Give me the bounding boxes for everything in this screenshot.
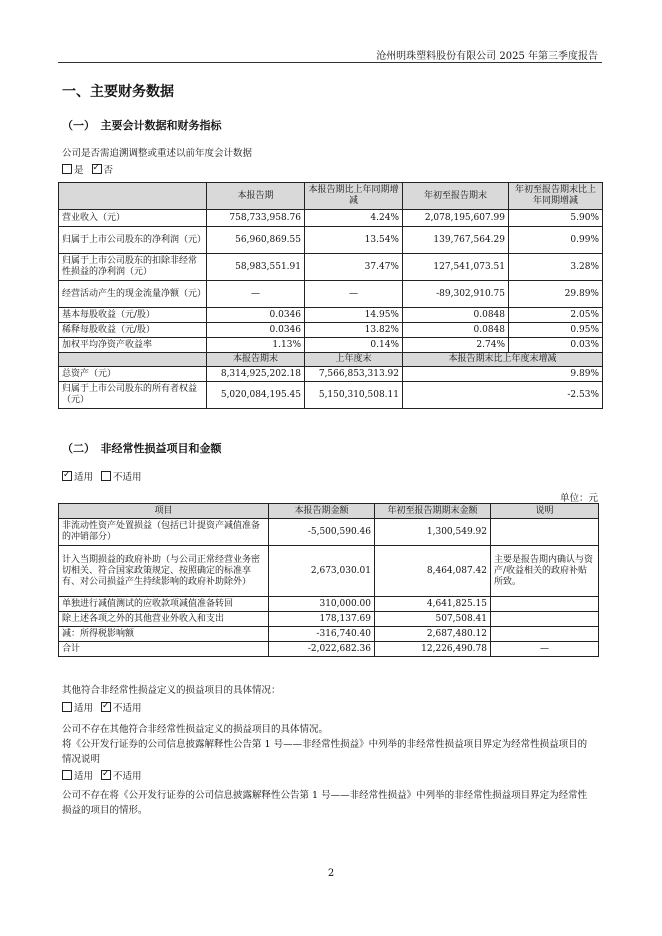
table-row [59,612,599,627]
reclassification-options [62,769,142,784]
cell-value: 56,960,869.55 [207,227,305,254]
cell-value: 12,226,490.78 [375,642,491,657]
subsection-title-key-accounting-data: （一） 主要会计数据和财务指标 [62,119,222,132]
report-header-title: 沧州明珠塑料股份有限公司 2025 年第三季度报告 [376,51,598,62]
cell-value: 7,566,853,313.92 [305,367,403,382]
row-label: 营业收入（元） [59,210,207,227]
other-items-options [62,701,142,716]
cell-value: 5.90% [509,210,603,227]
cell-value: 4.24% [305,210,403,227]
cell-value: 8,464,087.42 [375,546,491,597]
key-financial-indicators-table [58,182,603,409]
table-row [59,382,603,409]
option-apply[interactable]: 适用 [62,771,93,782]
cell-value: 37.47% [305,254,403,281]
cell-value: — [305,281,403,308]
table-row [59,519,599,546]
restatement-question: 公司是否需追溯调整或重述以前年度会计数据 [62,148,253,159]
cell-value: 1,300,549.92 [375,519,491,546]
restatement-options [62,163,113,178]
cell-value: 0.0346 [207,308,305,323]
note-cell: 主要是报告期内确认与资产/收益相关的政府补贴所致。 [491,546,599,597]
cell-value: — [207,281,305,308]
row-label: 除上述各项之外的其他营业外收入和支出 [59,612,269,627]
row-label: 经营活动产生的现金流量净额（元） [59,281,207,308]
row-label: 减：所得税影响额 [59,627,269,642]
cell-value: 29.89% [509,281,603,308]
reclassification-statement: 公司不存在将《公开发行证券的公司信息披露解释性公告第 1 号——非经常性损益》中列举的非经常性损益项目界定为经常性损益的项目的情形。 [62,790,588,816]
checkbox-checked-icon [62,471,72,481]
row-label: 计入当期损益的政府补助（与公司正常经营业务密切相关、符合国家政策规定、按照确定的标准享有、对公司损益产生持续影响的政府补助除外） [59,546,269,597]
option-apply[interactable]: 适用 [62,703,93,714]
table-row [59,323,603,338]
option-not-apply[interactable]: ✓ 不适用 [101,771,142,782]
table-row [59,227,603,254]
header-ytd-yoy: 年初至报告期末比上年同期增减 [509,183,603,210]
table-subheader-row [59,353,603,367]
checkbox-checked-icon [101,702,111,712]
table-row [59,367,603,382]
checkbox-checked-icon [101,770,111,780]
subheader-cell: 上年度末 [305,353,403,367]
table-row [59,627,599,642]
header-blank [59,183,207,210]
cell-value: 0.0848 [403,308,509,323]
checkbox-unchecked-icon [62,770,72,780]
subsection-title-non-recurring: （二） 非经常性损益项目和金额 [62,442,222,455]
other-items-heading: 其他符合非经常性损益定义的损益项目的具体情况： [62,685,281,696]
row-label: 归属于上市公司股东的净利润（元） [59,227,207,254]
cell-value: -89,302,910.75 [403,281,509,308]
cell-value: 2.74% [403,338,509,353]
header-current-period: 本报告期 [207,183,305,210]
page-number: 2 [327,868,335,879]
subheader-blank [59,353,207,367]
cell-value: -5,500,590.46 [269,519,375,546]
cell-value: 5,150,310,508.11 [305,382,403,409]
cell-value: 2,673,030.01 [269,546,375,597]
table-row [59,546,599,597]
cell-value: 14.95% [305,308,403,323]
option-apply[interactable]: ✓适用 [62,472,93,483]
row-label: 单独进行减值测试的应收款项减值准备转回 [59,597,269,612]
option-not-apply[interactable]: 不适用 [101,472,142,483]
subheader-cell: 本报告期末 [207,353,305,367]
table-row [59,338,603,353]
note-cell [491,597,599,612]
table-row [59,210,603,227]
cell-value: -2.53% [403,382,603,409]
header-item: 项目 [59,504,269,519]
cell-value: 5,020,084,195.45 [207,382,305,409]
cell-value: 8,314,925,202.18 [207,367,305,382]
cell-value: 2,687,480.12 [375,627,491,642]
cell-value: 13.54% [305,227,403,254]
cell-value: 58,983,551.91 [207,254,305,281]
cell-value: 507,508.41 [375,612,491,627]
cell-value: 178,137.69 [269,612,375,627]
applicability-options [62,470,142,485]
reclassification-heading: 将《公开发行证券的公司信息披露解释性公告第 1 号——非经常性损益》中列举的非经常性损益项目界定为经常性损益项目的情况说明 [62,739,588,765]
table-row [59,254,603,281]
option-not-apply[interactable]: ✓ 不适用 [101,703,142,714]
other-items-statement: 公司不存在其他符合非经常性损益定义的损益项目的具体情况。 [62,724,329,735]
header-ytd-amount: 年初至报告期期末金额 [375,504,491,519]
note-cell [491,627,599,642]
cell-value: 3.28% [509,254,603,281]
row-label: 归属于上市公司股东的所有者权益（元） [59,382,207,409]
cell-value: -316,740.40 [269,627,375,642]
cell-value: 0.0346 [207,323,305,338]
table-header-row [59,504,599,519]
cell-value: 1.13% [207,338,305,353]
checkbox-unchecked-icon [62,702,72,712]
cell-value: 758,733,958.76 [207,210,305,227]
checkbox-checked-icon [92,164,102,174]
cell-value: 0.99% [509,227,603,254]
checkbox-unchecked-icon [101,471,111,481]
row-label: 基本每股收益（元/股） [59,308,207,323]
cell-value: 2,078,195,607.99 [403,210,509,227]
cell-value: 0.03% [509,338,603,353]
row-label: 加权平均净资产收益率 [59,338,207,353]
row-label: 合计 [59,642,269,657]
header-ytd: 年初至报告期末 [403,183,509,210]
section-title-financial-data: 一、主要财务数据 [62,84,174,100]
cell-value: 0.14% [305,338,403,353]
option-no[interactable]: ✓ 否 [92,165,114,176]
cell-value: 2.05% [509,308,603,323]
row-label: 归属于上市公司股东的扣除非经常性损益的净利润（元） [59,254,207,281]
table-row [59,281,603,308]
table-row [59,642,599,657]
header-current-yoy: 本报告期比上年同期增减 [305,183,403,210]
row-label: 非流动性资产处置损益（包括已计提资产减值准备的冲销部分） [59,519,269,546]
cell-value: 139,767,564.29 [403,227,509,254]
unit-label: 单位：元 [559,493,598,504]
table-header-row [59,183,603,210]
cell-value: 310,000.00 [269,597,375,612]
row-label: 总资产（元） [59,367,207,382]
header-divider [58,62,602,63]
cell-value: 127,541,073.51 [403,254,509,281]
cell-value: 4,641,825.15 [375,597,491,612]
cell-value: 0.0848 [403,323,509,338]
subheader-cell: 本报告期末比上年度末增减 [403,353,603,367]
table-row [59,308,603,323]
note-cell [491,519,599,546]
cell-value: 0.95% [509,323,603,338]
note-cell: — [491,642,599,657]
table-row [59,597,599,612]
cell-value: 9.89% [403,367,603,382]
option-yes[interactable]: 是 [62,165,84,176]
checkbox-unchecked-icon [62,164,72,174]
header-current-amount: 本报告期金额 [269,504,375,519]
non-recurring-items-table [58,503,599,657]
row-label: 稀释每股收益（元/股） [59,323,207,338]
note-cell [491,612,599,627]
cell-value: 13.82% [305,323,403,338]
header-note: 说明 [491,504,599,519]
cell-value: -2,022,682.36 [269,642,375,657]
